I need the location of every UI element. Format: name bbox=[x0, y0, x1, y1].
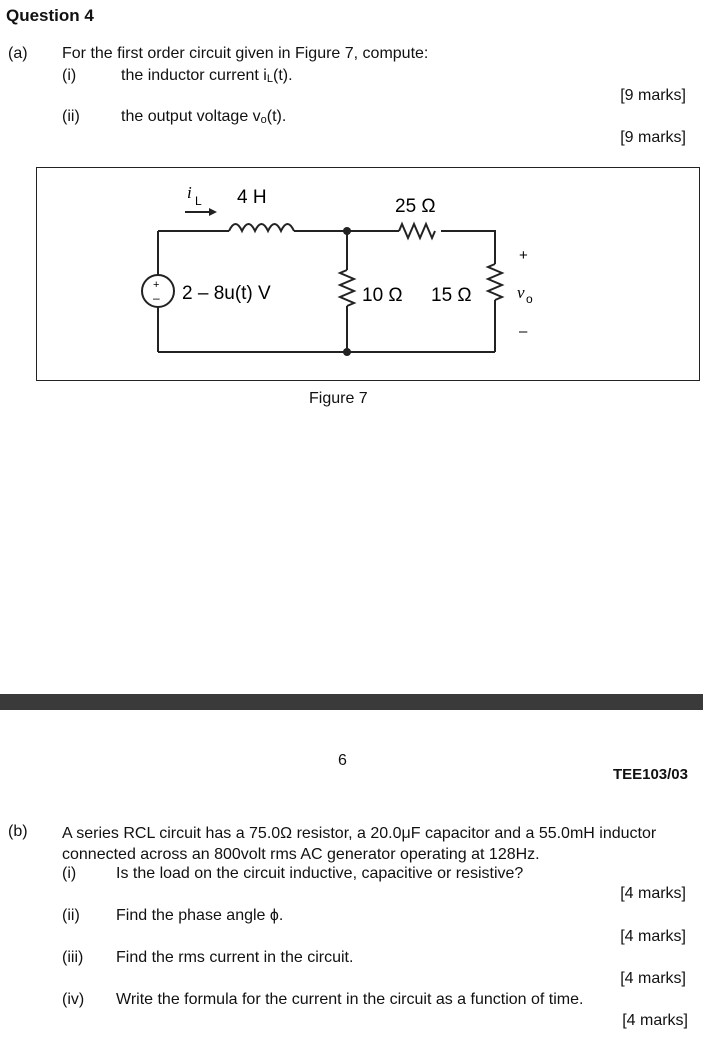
label-vo-sub: o bbox=[526, 292, 533, 306]
label-inductor: 4 H bbox=[237, 187, 267, 208]
junction-bottom bbox=[343, 348, 351, 356]
course-code: TEE103/03 bbox=[612, 766, 688, 783]
part-b-item-1-text: Is the load on the circuit inductive, capacitive or resistive? bbox=[116, 865, 524, 882]
page-divider bbox=[0, 694, 703, 710]
label-r15: 15 Ω bbox=[431, 285, 472, 306]
label-current-i: i bbox=[187, 183, 192, 202]
label-source: 2 – 8u(t) V bbox=[182, 283, 271, 304]
part-b-intro: A series RCL circuit has a 75.0Ω resistor, a 20.0μF capacitor and a 55.0mH inductor connected across an 800volt rms AC generator operating at 128Hz. bbox=[62, 825, 657, 863]
source-minus: – bbox=[153, 291, 160, 305]
part-b-item-2-marks: [4 marks] bbox=[620, 928, 686, 945]
figure-caption: Figure 7 bbox=[309, 390, 368, 407]
label-r10: 10 Ω bbox=[362, 285, 403, 306]
part-b-item-3-num: (iii) bbox=[62, 949, 84, 966]
label-r25: 25 Ω bbox=[395, 196, 436, 217]
part-a-item-1-num: (i) bbox=[62, 67, 77, 84]
part-b-label: (b) bbox=[8, 823, 28, 840]
wire-top-right bbox=[441, 231, 495, 264]
part-a-item-1-text: the inductor current iL(t). bbox=[121, 67, 293, 85]
inductor-4h bbox=[229, 224, 294, 231]
part-a-item-2-marks: [9 marks] bbox=[620, 129, 686, 146]
resistor-10 bbox=[340, 270, 354, 306]
part-a-item-1-marks: [9 marks] bbox=[620, 87, 686, 104]
part-b-item-2-num: (ii) bbox=[62, 907, 80, 924]
question-title: Question 4 bbox=[6, 6, 94, 25]
figure-7-frame bbox=[36, 167, 700, 381]
resistor-25 bbox=[399, 224, 435, 238]
source-plus: + bbox=[153, 279, 160, 291]
current-arrow-head bbox=[209, 208, 217, 216]
part-a-label: (a) bbox=[8, 45, 28, 62]
part-a-item-2-text: the output voltage vo(t). bbox=[121, 108, 287, 126]
part-b-item-2-text: Find the phase angle ϕ. bbox=[116, 907, 284, 924]
page-number: 6 bbox=[338, 752, 347, 769]
part-b-item-4-marks: [4 marks] bbox=[622, 1012, 688, 1029]
circuit-diagram bbox=[37, 168, 699, 380]
label-vo-minus: – bbox=[519, 323, 528, 340]
part-b-item-4-text: Write the formula for the current in the circuit as a function of time. bbox=[116, 991, 584, 1008]
part-b-item-1-marks: [4 marks] bbox=[620, 885, 686, 902]
part-b-item-4-num: (iv) bbox=[62, 991, 85, 1008]
junction-top bbox=[343, 227, 351, 235]
label-vo-plus: + bbox=[519, 247, 528, 264]
part-a-intro: For the first order circuit given in Figure 7, compute: bbox=[62, 45, 429, 62]
part-b-item-3-text: Find the rms current in the circuit. bbox=[116, 949, 354, 966]
part-b-item-3-marks: [4 marks] bbox=[620, 970, 686, 987]
label-vo: v bbox=[517, 283, 525, 302]
part-b-item-1-num: (i) bbox=[62, 865, 77, 882]
label-current-sub: L bbox=[195, 194, 202, 208]
resistor-15 bbox=[488, 264, 502, 300]
part-a-item-2-num: (ii) bbox=[62, 108, 80, 125]
